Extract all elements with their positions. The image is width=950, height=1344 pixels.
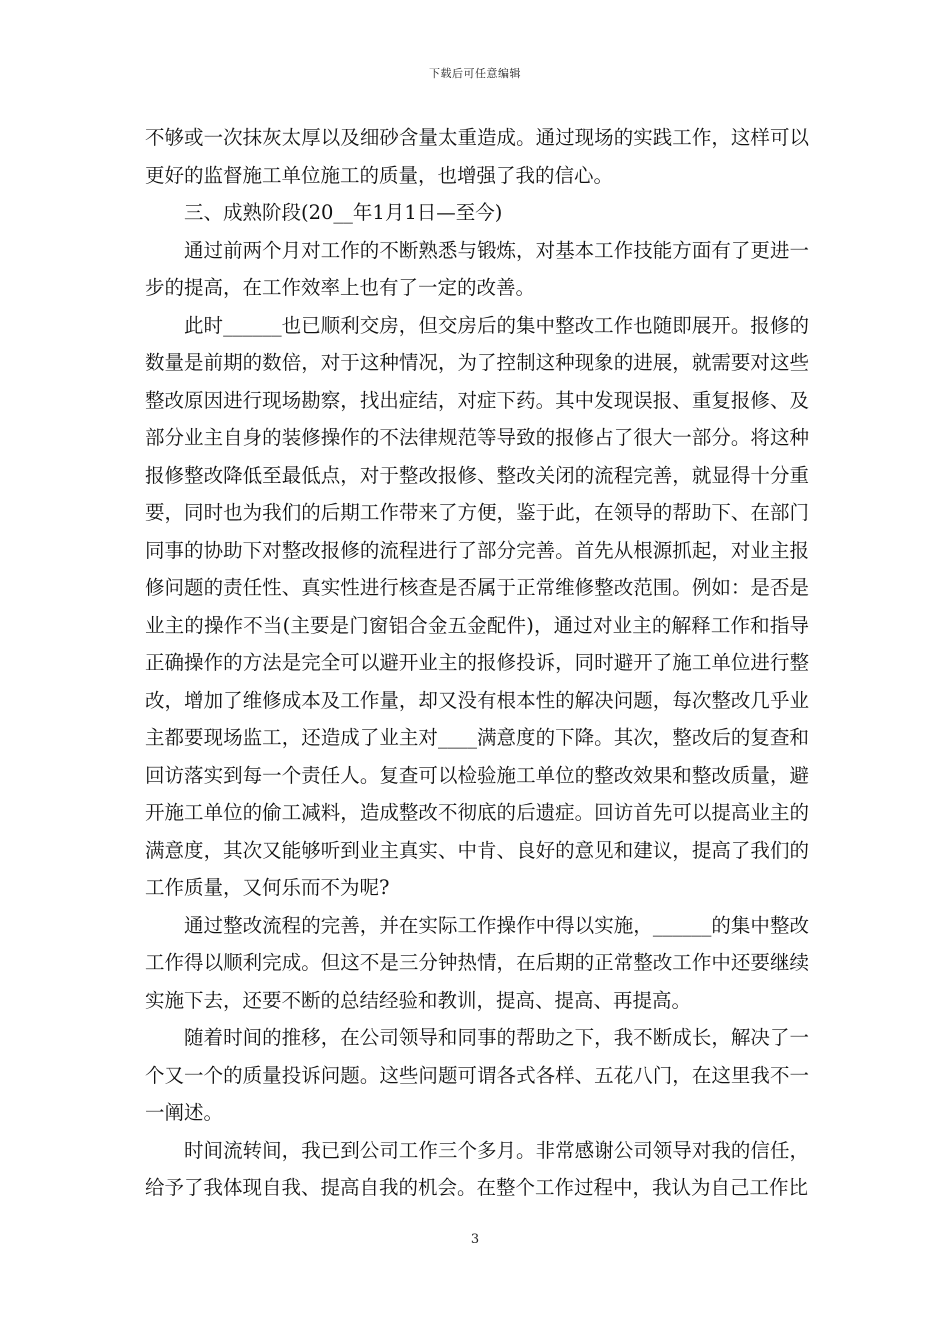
paragraph: 通过前两个月对工作的不断熟悉与锻炼，对基本工作技能方面有了更进一步的提高，在工作效率上也有了一定的改善。 xyxy=(145,238,809,299)
paragraph: 通过整改流程的完善，并在实际工作操作中得以实施，______的集中整改工作得以顺利完成。但这不是三分钟热情，在后期的正常整改工作中还要继续实施下去，还要不断的总结经验和教训，提高、提高、再提高。 xyxy=(145,913,809,1012)
paragraph: 此时______也已顺利交房，但交房后的集中整改工作也随即展开。报修的数量是前期的数倍，对于这种情况，为了控制这种现象的进展，就需要对这些整改原因进行现场勘察，找出症结，对症下药。其中发现误报、重复报修、及部分业主自身的装修操作的不法律规范等导致的报修占了很大一部分。将这种报修整改降低至最低点，对于整改报修、整改关闭的流程完善，就显得十分重要，同时也为我们的后期工作带来了方便，鉴于此，在领导的帮助下、在部门同事的协助下对整改报修的流程进行了部分完善。首先从根源抓起，对业主报修问题的责任性、真实性进行核查是否属于正常维修整改范围。例如：是否是业主的操作不当(主要是门窗铝合金五金配件)，通过对业主的解释工作和指导正确操作的方法是完全可以避开业主的报修投诉，同时避开了施工单位进行整改，增加了维修成本及工作量，却又没有根本性的解决问题，每次整改几乎业主都要现场监工，还造成了业主对____满意度的下降。其次，整改后的复查和回访落实到每一个责任人。复查可以检验施工单位的整改效果和整改质量，避开施工单位的偷工减料，造成整改不彻底的后遗症。回访首先可以提高业主的满意度，其次又能够听到业主真实、中肯、良好的意见和建议，提高了我们的工作质量，又何乐而不为呢? xyxy=(145,313,809,899)
section-heading: 三、成熟阶段(20__年1月1日—至今) xyxy=(184,201,503,224)
paragraph: 不够或一次抹灰太厚以及细砂含量太重造成。通过现场的实践工作，这样可以更好的监督施工单位施工的质量，也增强了我的信心。 xyxy=(145,126,809,187)
document-body xyxy=(145,119,809,1207)
paragraph: 时间流转间，我已到公司工作三个多月。非常感谢公司领导对我的信任，给予了我体现自我、提高自我的机会。在整个工作过程中，我认为自己工作比 xyxy=(145,1138,809,1199)
page-header: 下载后可任意编辑 xyxy=(429,67,521,80)
paragraph: 随着时间的推移，在公司领导和同事的帮助之下，我不断成长，解决了一个又一个的质量投诉问题。这些问题可谓各式各样、五花八门，在这里我不一一阐述。 xyxy=(145,1026,809,1124)
page-number: 3 xyxy=(470,1232,480,1247)
